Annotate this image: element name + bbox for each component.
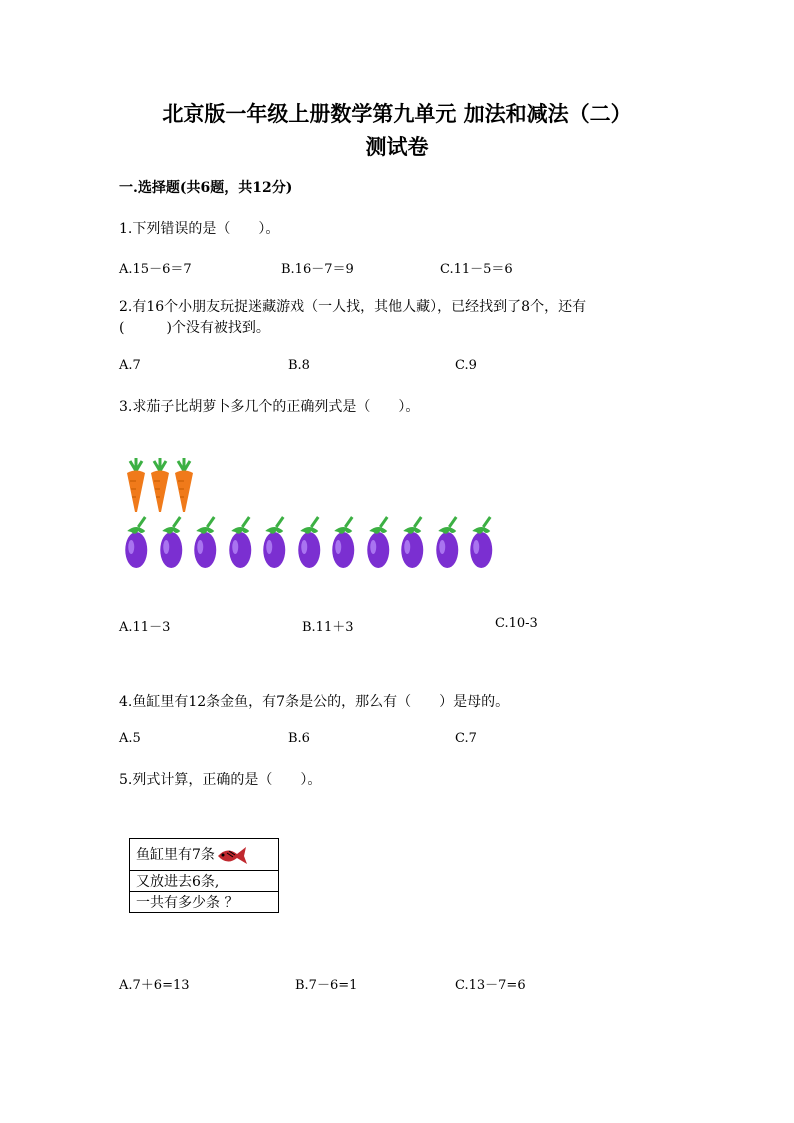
section-heading: 一.选择题(共6题，共12分) (119, 180, 293, 196)
q4-option-a[interactable]: A.5 (119, 731, 141, 746)
word-problem-line-1: 鱼缸里有7条 (130, 839, 279, 871)
eggplant-icon (121, 515, 156, 569)
question-4: 4.鱼缸里有12条金鱼，有7条是公的，那么有（ ）是母的。 (119, 694, 510, 710)
eggplant-icon (190, 515, 225, 569)
eggplant-icon (328, 515, 363, 569)
page-subtitle: 测试卷 (365, 134, 429, 159)
question-1: 1.下列错误的是（ ）。 (119, 221, 280, 237)
q2-option-c[interactable]: C.9 (455, 358, 477, 373)
q3-option-c[interactable]: C.10-3 (495, 616, 538, 631)
eggplant-icon (225, 515, 260, 569)
word-problem-line-3: 一共有多少条 ？ (130, 892, 279, 913)
eggplant-icon (363, 515, 398, 569)
carrot-icon (124, 457, 148, 513)
q1-option-c[interactable]: C.11－5＝6 (440, 262, 513, 277)
carrot-icon (148, 457, 172, 513)
carrot-icon (172, 457, 196, 513)
eggplant-icon (156, 515, 191, 569)
q5-option-a[interactable]: A.7＋6=13 (119, 978, 190, 993)
q5-option-b[interactable]: B.7－6=1 (295, 978, 358, 993)
question-5: 5.列式计算，正确的是（ ）。 (119, 772, 322, 788)
q4-option-b[interactable]: B.6 (288, 731, 310, 746)
q5-option-c[interactable]: C.13－7=6 (455, 978, 526, 993)
q2-option-a[interactable]: A.7 (119, 358, 141, 373)
q4-option-c[interactable]: C.7 (455, 731, 477, 746)
question-2-line1: 2.有16个小朋友玩捉迷藏游戏（一人找，其他人藏），已经找到了8个，还有 (119, 299, 587, 315)
q2-option-b[interactable]: B.8 (288, 358, 310, 373)
eggplant-icon (432, 515, 467, 569)
q3-option-a[interactable]: A.11－3 (119, 620, 171, 635)
eggplant-icon (259, 515, 294, 569)
eggplant-icon (397, 515, 432, 569)
q1-option-b[interactable]: B.16－7＝9 (281, 262, 354, 277)
question-3: 3.求茄子比胡萝卜多几个的正确列式是（ ）。 (119, 399, 420, 415)
goldfish-icon (215, 843, 249, 867)
word-problem-line-2: 又放进去6条, (130, 871, 279, 892)
eggplant-row (121, 515, 501, 569)
word-problem-box (129, 838, 279, 913)
eggplant-icon (294, 515, 329, 569)
q3-option-b[interactable]: B.11＋3 (302, 620, 354, 635)
carrot-row (124, 457, 196, 513)
question-2-line2: ( )个没有被找到。 (119, 320, 270, 336)
page-title: 北京版一年级上册数学第九单元 加法和减法（二） (162, 101, 632, 126)
q1-option-a[interactable]: A.15－6＝7 (119, 262, 192, 277)
eggplant-icon (466, 515, 501, 569)
